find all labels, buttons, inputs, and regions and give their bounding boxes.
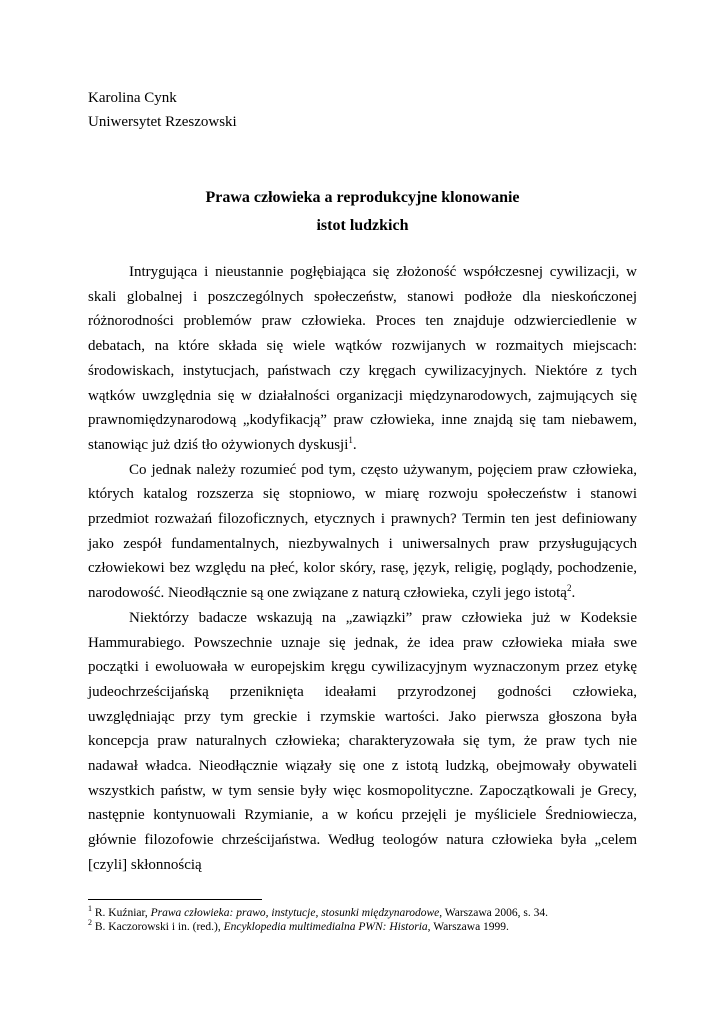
- footnote-text: , Warszawa 2006, s. 34.: [439, 907, 548, 919]
- author-affiliation: Uniwersytet Rzeszowski: [88, 114, 237, 130]
- paragraph-1: [88, 260, 637, 458]
- paragraph-text: Intrygująca i nieustannie pogłębiająca się złożoność współczesnej cywilizacji, w skali globalnej i poszczególnych społeczeństw, stanowi podłoże dla nieskończonej różnorodności problemów praw człowieka. Proces ten znajduje odzwierciedlenie w debatach, na które składa się wiele wątków rozwijanych w rozmaitych miejscach: środowiskach, instytucjach, państwach czy kręgach cywilizacyjnych. Niektóre z tych wątków uwzględnia się w działalności organizacji międzynarodowych, zajmujących się prawnomiędzynarodową „kodyfikacją” praw człowieka, inne znajdą się tam niebawem, stanowiąc już dziś tło ożywionych dyskusji: [88, 264, 637, 453]
- footnote-text: R. Kuźniar,: [92, 907, 151, 919]
- body-text: [88, 260, 637, 878]
- footnote-text: , Warszawa 1999.: [427, 921, 509, 933]
- title-line-2: istot ludzkich: [316, 217, 409, 234]
- paragraph-3: [88, 606, 637, 878]
- author-block: [88, 86, 237, 134]
- footnote-2: [88, 920, 548, 934]
- footnote-number: 2: [88, 918, 92, 928]
- paragraph-text: Co jednak należy rozumieć pod tym, często używanym, pojęciem praw człowieka, których katalog rozszerza się stopniowo, w miarę rozwoju społeczeństw i stanowi przedmiot rozważań filozoficznych, etycznych i prawnych? Termin ten jest definiowany jako zespół fundamentalnych, niezbywalnych i uniwersalnych praw przysługujących człowiekowi bez względu na płeć, kolor skóry, rasę, język, religię, poglądy, pochodzenie, narodowość. Nieodłącznie są one związane z naturą człowieka, czyli jego istotą: [88, 461, 637, 602]
- footnote-1: [88, 906, 548, 920]
- footnote-source-title: Prawa człowieka: prawo, instytucje, stosunki międzynarodowe: [150, 907, 440, 919]
- paragraph-text: Niektórzy badacze wskazują na „zawiązki” praw człowieka już w Kodeksie Hammurabiego. Powszechnie uznaje się jednak, że idea praw człowieka miała swe początki i ewoluowała w europejskim kręgu cywilizacyjnym wyznaczonym przez etykę judeochrześcijańską przeniknięta ideałami przyrodzonej godności człowieka, uwzględniając przy tym greckie i rzymskie wartości. Jako pierwsza głoszona była koncepcja praw naturalnych człowieka; charakteryzowała się tym, że praw tych nie nadawał władca. Nieodłącznie wiązały się one z istotą ludzką, obejmowały obywateli wszystkich państw, w tym sensie były więc kosmopolityczne. Zapoczątkowali je Grecy, następnie kontynuowali Rzymianie, a w końcu przejęli je myśliciele Średniowiecza, głównie filozofowie chrześcijaństwa. Według teologów natura człowieka była „celem [czyli] skłonnością: [88, 609, 637, 873]
- author-name: Karolina Cynk: [88, 90, 177, 106]
- footnote-text: B. Kaczorowski i in. (red.),: [92, 921, 224, 933]
- title-line-1: Prawa człowieka a reprodukcyjne klonowanie: [205, 189, 520, 206]
- footnotes: [88, 906, 548, 934]
- footnote-source-title: Encyklopedia multimedialna PWN: Historia: [223, 921, 428, 933]
- paragraph-end: .: [352, 436, 357, 453]
- footnote-ref: 2: [566, 583, 572, 594]
- footnote-separator: [88, 899, 262, 900]
- paragraph-end: .: [571, 585, 576, 602]
- paper-title: [88, 184, 637, 240]
- footnote-number: 1: [88, 904, 92, 914]
- paragraph-2: [88, 458, 637, 606]
- footnote-ref: 1: [348, 434, 353, 445]
